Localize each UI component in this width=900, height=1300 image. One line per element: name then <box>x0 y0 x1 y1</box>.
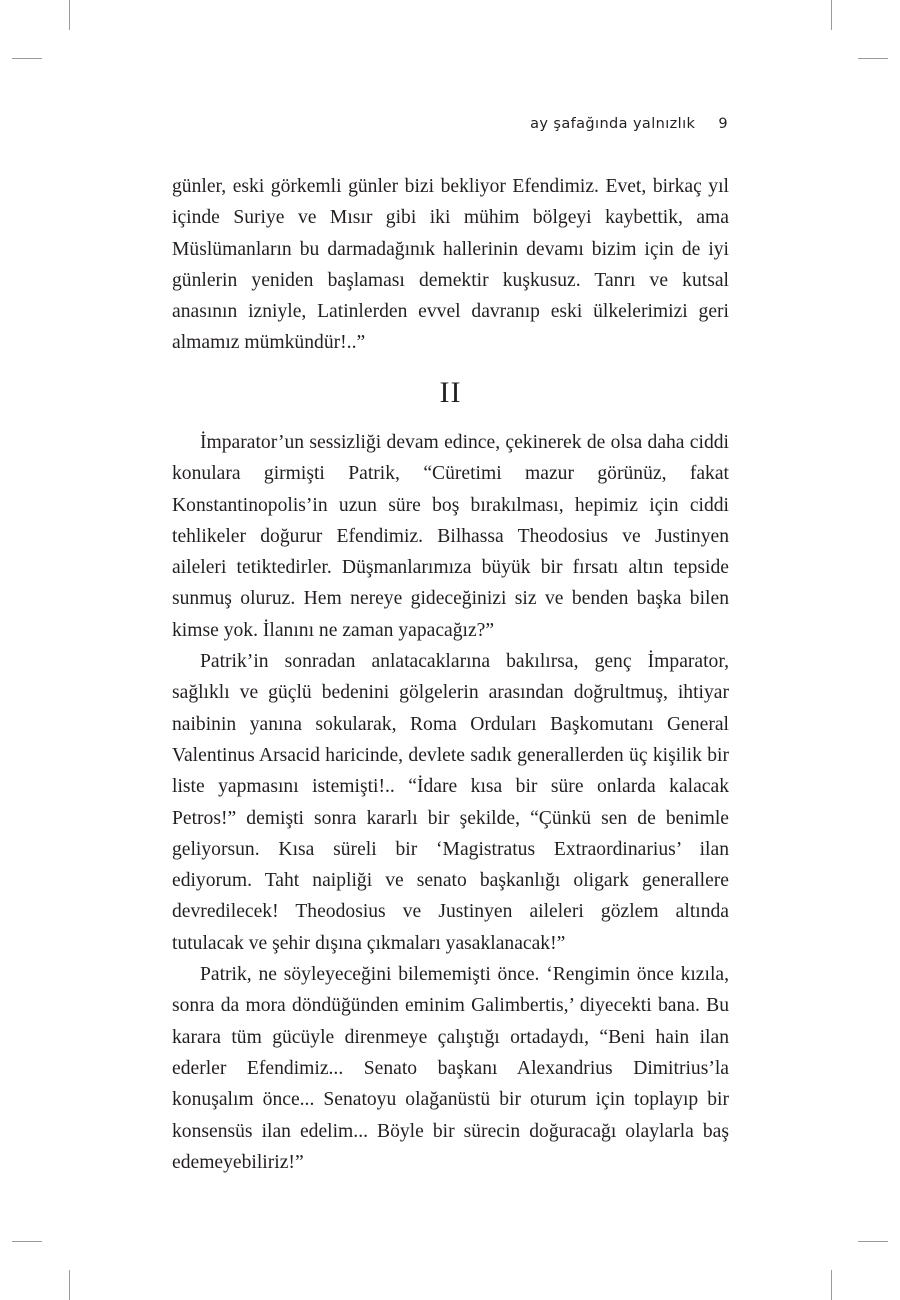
crop-mark-left-top <box>12 58 42 59</box>
paragraph: Patrik’in sonradan anlatacaklarına bakılırsa, genç İmparator, sağlıklı ve güçlü bedenini gölgelerin arasından doğrultmuş, ihtiyar naibinin yanına sokularak, Roma Orduları Başkomutanı General Valentinus Arsacid haricinde, devlete sadık generallerden üç kişilik bir liste yapmasını istemişti!.. “İdare kısa bir süre onlarda kalacak Petros!” demişti sonra kararlı bir şekilde, “Çünkü sen de benimle geliyorsun. Kısa süreli bir ‘Magistratus Extraordinarius’ ilan ediyorum. Taht naipliği ve senato başkanlığı oligark generallere devredilecek! Theodosius ve Justinyen aileleri gözlem altında tutulacak ve şehir dışına çıkmaları yasaklanacak!” <box>172 651 729 954</box>
crop-mark-left-bottom <box>12 1241 42 1242</box>
running-head <box>530 116 728 132</box>
crop-mark-top-right <box>831 0 832 30</box>
crop-mark-right-bottom <box>858 1241 888 1242</box>
body-text-after-section <box>172 427 729 1178</box>
crop-mark-bottom-left <box>69 1270 70 1300</box>
paragraph: günler, eski görkemli günler bizi bekliyor Efendimiz. Evet, birkaç yıl içinde Suriye ve Mısır gibi iki mühim bölgeyi kaybettik, ama Müslümanların bu darmadağınık hallerinin devamı bizim için de iyi günlerin yeniden başlaması demektir kuşkusuz. Tanrı ve kutsal anasının izniyle, Latinlerden evvel davranıp eski ülkelerimizi geri almamız mümkündür!..” <box>172 176 729 354</box>
crop-mark-top-left <box>69 0 70 30</box>
crop-mark-bottom-right <box>831 1270 832 1300</box>
running-head-title: ay şafağında yalnızlık <box>530 116 696 132</box>
crop-mark-right-top <box>858 58 888 59</box>
paragraph: İmparator’un sessizliği devam edince, çekinerek de olsa daha ciddi konulara girmişti Patrik, “Cüretimi mazur görünüz, fakat Konstantinopolis’in uzun süre boş bırakılması, hepimiz için ciddi tehlikeler doğurur Efendimiz. Bilhassa Theodosius ve Justinyen aileleri tetiktedirler. Düşmanlarımıza büyük bir fırsatı altın tepside sunmuş oluruz. Hem nereye gideceğinizi siz ve benden başka bilen kimse yok. İlanını ne zaman yapacağız?” <box>172 432 729 641</box>
page-number: 9 <box>718 116 728 132</box>
paragraph: Patrik, ne söyleyeceğini bilememişti önce. ‘Rengimin önce kızıla, sonra da mora döndüğünden eminim Galimbertis,’ diyecekti bana. Bu karara tüm gücüyle direnmeye çalıştığı ortadaydı, “Beni hain ilan ederler Efendimiz... Senato başkanı Alexandrius Dimitrius’la konuşalım önce... Senatoyu olağanüstü bir oturum için toplayıp bir konsensüs ilan edelim... Böyle bir sürecin doğuracağı olaylarla baş edemeyebiliriz!” <box>172 964 729 1173</box>
body-text-before-section <box>172 171 729 359</box>
section-heading: II <box>439 376 462 409</box>
